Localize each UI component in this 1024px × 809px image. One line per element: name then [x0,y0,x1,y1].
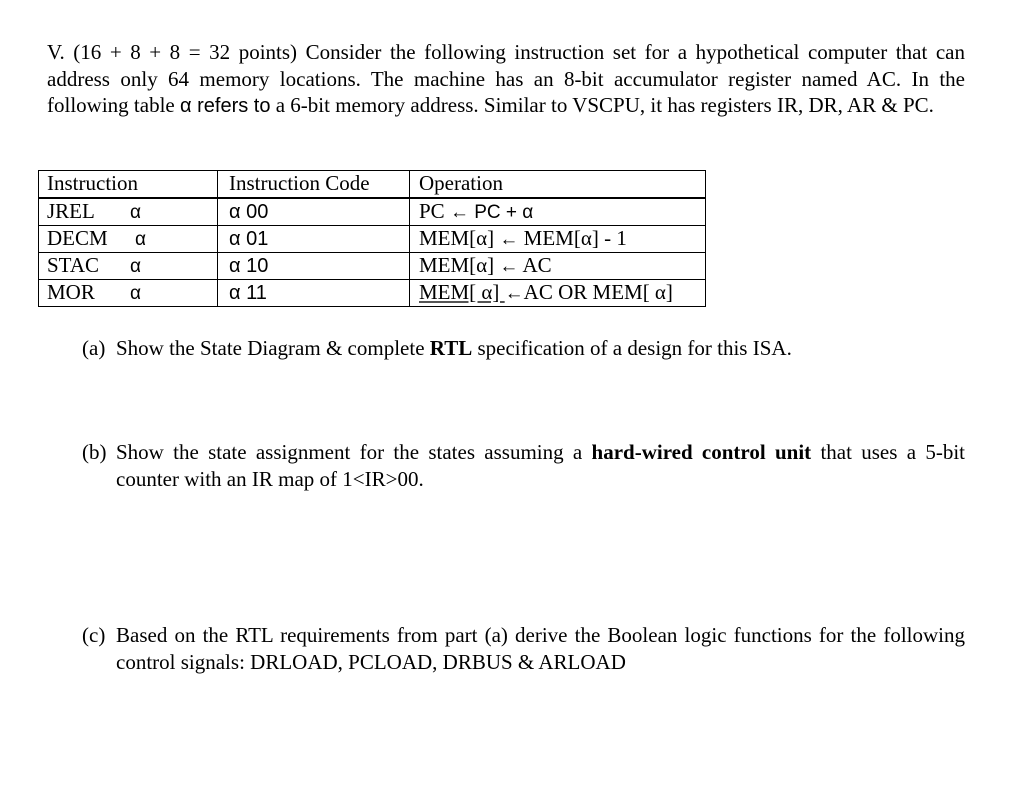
left-arrow-icon: ← [504,282,524,304]
left-arrow-icon: ← [499,255,519,277]
table-header-row [39,171,706,198]
operation-cell [410,252,706,279]
question-text [47,39,965,120]
instruction-operand: α [130,282,141,304]
left-arrow-icon: ← [499,228,519,250]
operation-source: PC + α [468,201,534,223]
instruction-code-cell [218,225,410,252]
part-c [82,622,965,675]
instruction-code-cell [218,198,410,226]
instruction-code-cell [218,252,410,279]
table-row [39,198,706,226]
part-b-bold-term: hard-wired control unit [591,440,812,464]
instruction-mnemonic: MOR [47,279,95,304]
instruction-cell [39,198,218,226]
instruction-operand: α [135,228,146,250]
instruction-code: α 10 [229,254,269,277]
part-a-text-start: Show the State Diagram & complete [116,336,430,360]
instruction-code-cell [218,279,410,306]
table-row [39,225,706,252]
part-a-text-end: specification of a design for this ISA. [472,336,792,360]
instruction-cell [39,279,218,306]
part-c-text: Based on the RTL requirements from part (a) derive the Boolean logic functions for the following control signals: DRLOAD, PCLOAD, DRBUS & ARLOAD [116,623,965,674]
operation-source: AC OR MEM[ α] [523,279,673,304]
left-arrow-icon: ← [449,201,469,223]
instruction-operand: α [130,255,141,277]
instruction-mnemonic: STAC [47,252,99,277]
header-instruction-code: Instruction Code [218,171,410,198]
part-b-text-end: that uses a 5-bit counter with an IR map of 1<IR>00. [116,440,965,491]
instruction-code: α 00 [229,200,269,223]
instruction-cell [39,252,218,279]
operation-source: AC [518,252,552,277]
operation-source: MEM[α] - 1 [518,225,627,250]
part-a-label: (a) [82,336,106,360]
operation-destination: MEM[ α] [419,279,505,304]
instruction-operand: α [130,201,141,223]
operation-destination: PC [419,198,450,223]
operation-destination: MEM[α] [419,225,500,250]
part-b-text-start: Show the state assignment for the states assuming a [116,440,592,464]
part-c-label: (c) [82,623,106,647]
table-row [39,252,706,279]
alpha-phrase: α refers to [179,95,271,117]
instruction-mnemonic: JREL [47,198,95,223]
operation-cell [410,225,706,252]
part-b-text [116,439,965,492]
operation-cell [410,198,706,226]
header-instruction: Instruction [39,171,218,198]
table-row [39,279,706,306]
header-operation: Operation [410,171,706,198]
part-a-bold-term: RTL [429,336,473,360]
question-intro: V. (16 + 8 + 8 = 32 points) Consider the following instruction set for a hypothetical computer that can address only 64 memory locations. The machine has an 8-bit accumulator register named AC. In the following table [47,40,965,117]
operation-destination: MEM[α] [419,252,500,277]
part-a-text [116,335,965,362]
instruction-cell [39,225,218,252]
instruction-code: α 11 [229,281,267,304]
part-b-label: (b) [82,440,107,464]
question-intro-continued: a 6-bit memory address. Similar to VSCPU, it has registers IR, DR, AR & PC. [270,93,934,117]
instruction-set-table [38,170,706,307]
instruction-code: α 01 [229,227,269,250]
part-b [82,439,965,492]
part-a [82,335,965,362]
operation-cell [410,279,706,306]
instruction-mnemonic: DECM [47,225,108,250]
